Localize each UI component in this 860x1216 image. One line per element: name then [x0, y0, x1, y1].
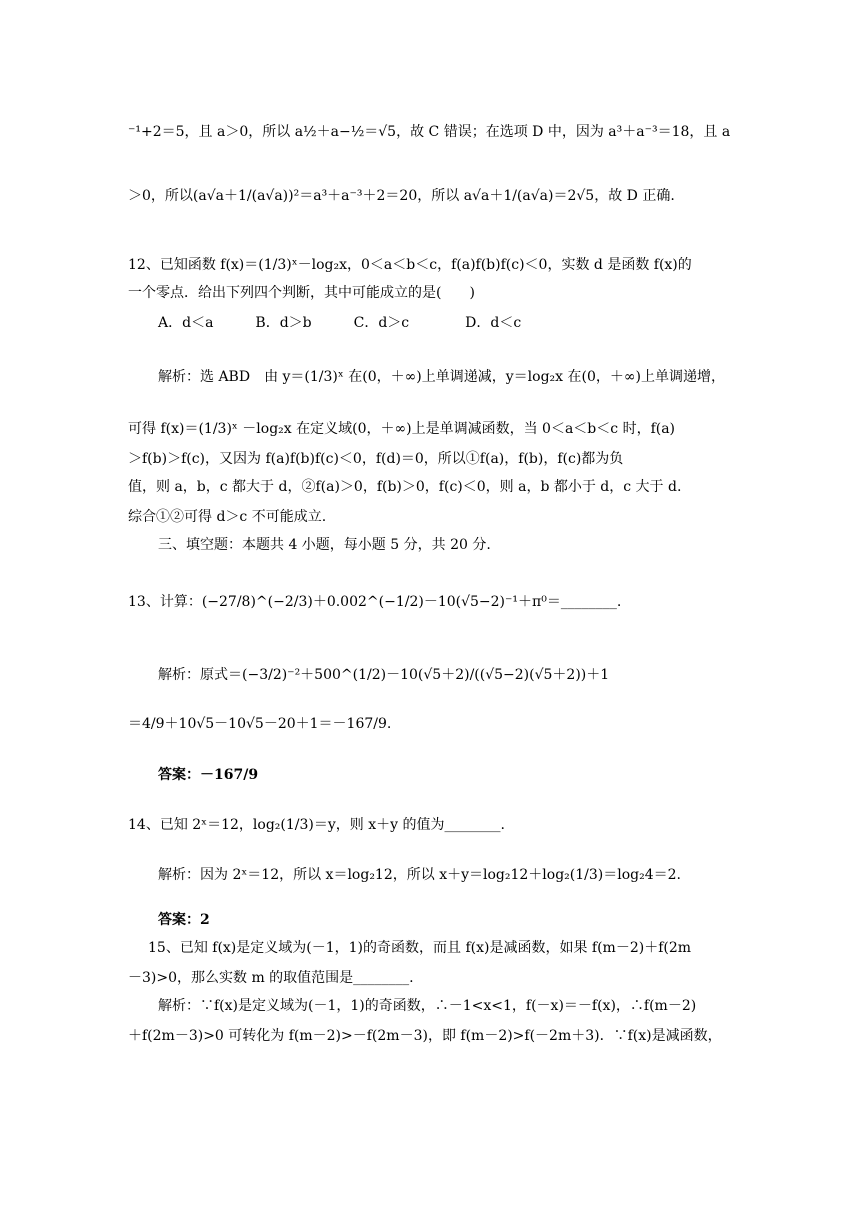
section-heading: 三、填空题：本题共 4 小题，每小题 5 分，共 20 分.	[158, 537, 491, 553]
text-line: ⁻¹+2＝5，且 a＞0，所以 a½＋a−½＝√5，故 C 错误；在选项 D 中，因为 a³＋a⁻³＝18，且 a	[128, 124, 731, 140]
solution-text: 解析：选 ABD 由 y＝(1/3)ˣ 在(0，＋∞)上单调递减，y＝log₂x 在(0，＋∞)上单调递增，	[158, 369, 725, 385]
question-15-stem: 15、已知 f(x)是定义域为(－1，1)的奇函数，而且 f(x)是减函数，如果 f(m－2)＋f(2m	[148, 940, 692, 956]
question-15-stem: －3)>0，那么实数 m 的取值范围是________.	[128, 970, 414, 986]
solution-text: 综合①②可得 d＞c 不可能成立.	[128, 509, 327, 525]
solution-text: ＋f(2m－3)>0 可转化为 f(m－2)>－f(2m－3)，即 f(m－2)>f(－2m＋3)．∵f(x)是减函数，	[128, 1028, 722, 1044]
solution-text: ＞f(b)＞f(c)，又因为 f(a)f(b)f(c)＜0，f(d)＝0，所以①f(a)，f(b)，f(c)都为负	[128, 451, 624, 467]
text-line: ＞0，所以(a√a＋1/(a√a))²＝a³＋a⁻³＋2＝20，所以 a√a＋1/(a√a)＝2√5，故 D 正确.	[128, 188, 675, 204]
question-14-stem: 14、已知 2ˣ＝12，log₂(1/3)＝y，则 x＋y 的值为________.	[128, 817, 505, 833]
solution-text: 解析：∵f(x)是定义域为(－1，1)的奇函数，∴－1<x<1，f(－x)＝－f(x)，∴f(m－2)	[158, 998, 697, 1014]
solution-text: 解析：因为 2ˣ＝12，所以 x＝log₂12，所以 x＋y＝log₂12＋log₂(1/3)＝log₂4＝2.	[158, 867, 681, 883]
question-13-stem: 13、计算：(−27/8)^(−2/3)＋0.002^(−1/2)－10(√5−2)⁻¹＋π⁰＝________.	[128, 594, 622, 610]
solution-text: ＝4/9＋10√5－10√5－20＋1＝－167/9.	[128, 716, 392, 732]
answer-line: 答案：2	[158, 912, 210, 928]
solution-text: 可得 f(x)＝(1/3)ˣ －log₂x 在定义域(0，＋∞)上是单调减函数，当 0＜a＜b＜c 时，f(a)	[128, 421, 676, 437]
question-12-stem: 一个零点．给出下列四个判断，其中可能成立的是( )	[128, 285, 475, 301]
question-12-stem: 12、已知函数 f(x)＝(1/3)ˣ－log₂x，0＜a＜b＜c，f(a)f(b)f(c)＜0，实数 d 是函数 f(x)的	[128, 257, 692, 273]
solution-text: 值，则 a，b，c 都大于 d，②f(a)＞0，f(b)＞0，f(c)＜0，则 a，b 都小于 d，c 大于 d.	[128, 479, 682, 495]
solution-text: 解析：原式＝(−3/2)⁻²＋500^(1/2)－10(√5＋2)/((√5−2)(√5＋2))＋1	[158, 667, 610, 683]
answer-line: 答案：－167/9	[158, 767, 259, 783]
question-12-options: A．d＜a B．d＞b C．d＞c D．d＜c	[158, 315, 522, 331]
